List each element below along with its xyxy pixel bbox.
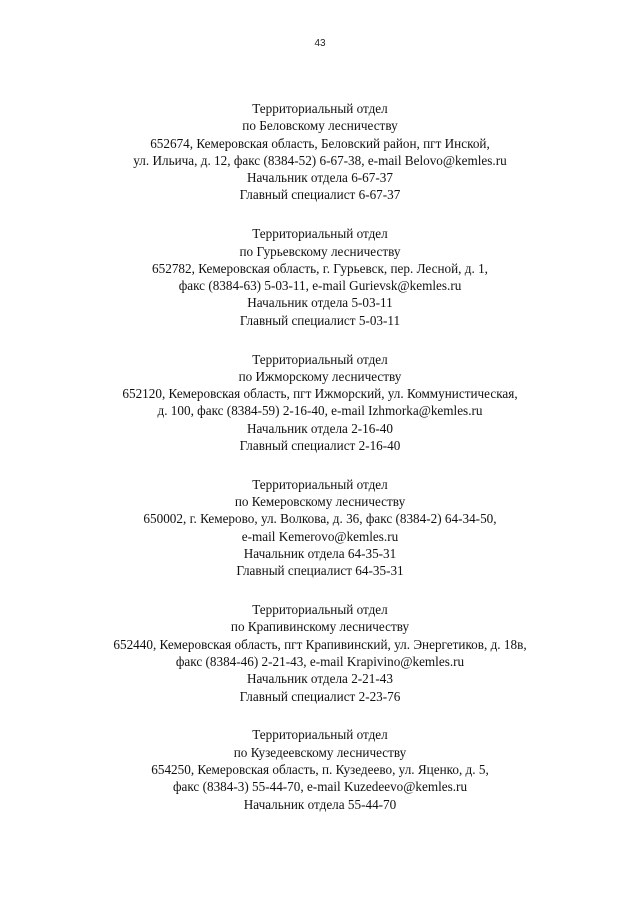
- office-contacts: ул. Ильича, д. 12, факс (8384-52) 6-67-38, e-mail Belovo@kemles.ru: [133, 152, 507, 168]
- office-address: 654250, Кемеровская область, п. Кузедеево, ул. Яценко, д. 5,: [151, 762, 489, 777]
- office-heading: Территориальный отдел: [252, 602, 388, 618]
- office-address: 652782, Кемеровская область, г. Гурьевск, пер. Лесной, д. 1,: [152, 260, 488, 276]
- office-heading: Территориальный отдел: [252, 476, 388, 492]
- office-contacts: факс (8384-46) 2-21-43, e-mail Krapivino@kemles.ru: [175, 654, 465, 670]
- office-forestry-name: по Кемеровскому лесничеству: [234, 494, 406, 510]
- office-head-phone: Начальник отдела 2-16-40: [247, 420, 393, 436]
- office-heading: Территориальный отдел: [252, 226, 388, 242]
- office-forestry-name: по Ижморскому лесничеству: [238, 368, 402, 384]
- office-contacts: факс (8384-3) 55-44-70, e-mail Kuzedeevo@kemles.ru: [172, 779, 468, 795]
- office-forestry-name: по Крапивинскому лесничеству: [230, 619, 410, 635]
- office-head-phone: Начальник отдела 6-67-37: [247, 170, 393, 186]
- office-address: 652120, Кемеровская область, пгт Ижморский, ул. Коммунистическая,: [122, 386, 518, 402]
- office-contacts: факс (8384-63) 5-03-11, e-mail Gurievsk@kemles.ru: [178, 278, 462, 294]
- office-head-phone: Начальник отдела 2-21-43: [247, 671, 393, 687]
- office-head-phone: Начальник отдела 5-03-11: [247, 295, 393, 311]
- office-head-phone: Начальник отдела 64-35-31: [243, 546, 397, 562]
- office-section-krapivino: [0, 601, 640, 705]
- office-heading: Территориальный отдел: [252, 351, 388, 367]
- office-forestry-name: по Кузедеевскому лесничеству: [233, 744, 407, 760]
- office-address: 652674, Кемеровская область, Беловский район, пгт Инской,: [150, 135, 490, 151]
- office-section-belovo: [0, 100, 640, 204]
- office-specialist-phone: Главный специалист 2-23-76: [239, 688, 401, 704]
- office-specialist-phone: Главный специалист 2-16-40: [239, 438, 401, 454]
- office-forestry-name: по Гурьевскому лесничеству: [239, 243, 401, 259]
- office-heading: Территориальный отдел: [252, 727, 388, 743]
- office-section-kemerovo: [0, 476, 640, 580]
- office-specialist-phone: Главный специалист 6-67-37: [239, 187, 401, 203]
- office-section-izhmorka: [0, 351, 640, 455]
- office-contacts: e-mail Kemerovo@kemles.ru: [241, 528, 399, 544]
- office-section-gurievsk: [0, 225, 640, 329]
- office-forestry-name: по Беловскому лесничеству: [242, 118, 398, 134]
- document-body: [0, 100, 640, 834]
- office-specialist-phone: Главный специалист 64-35-31: [236, 563, 404, 579]
- office-address: 652440, Кемеровская область, пгт Крапивинский, ул. Энергетиков, д. 18в,: [113, 636, 527, 652]
- office-contacts: д. 100, факс (8384-59) 2-16-40, e-mail Izhmorka@kemles.ru: [157, 403, 483, 419]
- office-specialist-phone: Главный специалист 5-03-11: [239, 312, 401, 328]
- office-address: 650002, г. Кемерово, ул. Волкова, д. 36, факс (8384-2) 64-34-50,: [143, 511, 497, 527]
- page-number: 43: [314, 38, 326, 49]
- office-heading: Территориальный отдел: [252, 101, 388, 116]
- office-section-kuzedeevo: [0, 726, 640, 812]
- office-head-phone: Начальник отдела 55-44-70: [243, 796, 397, 812]
